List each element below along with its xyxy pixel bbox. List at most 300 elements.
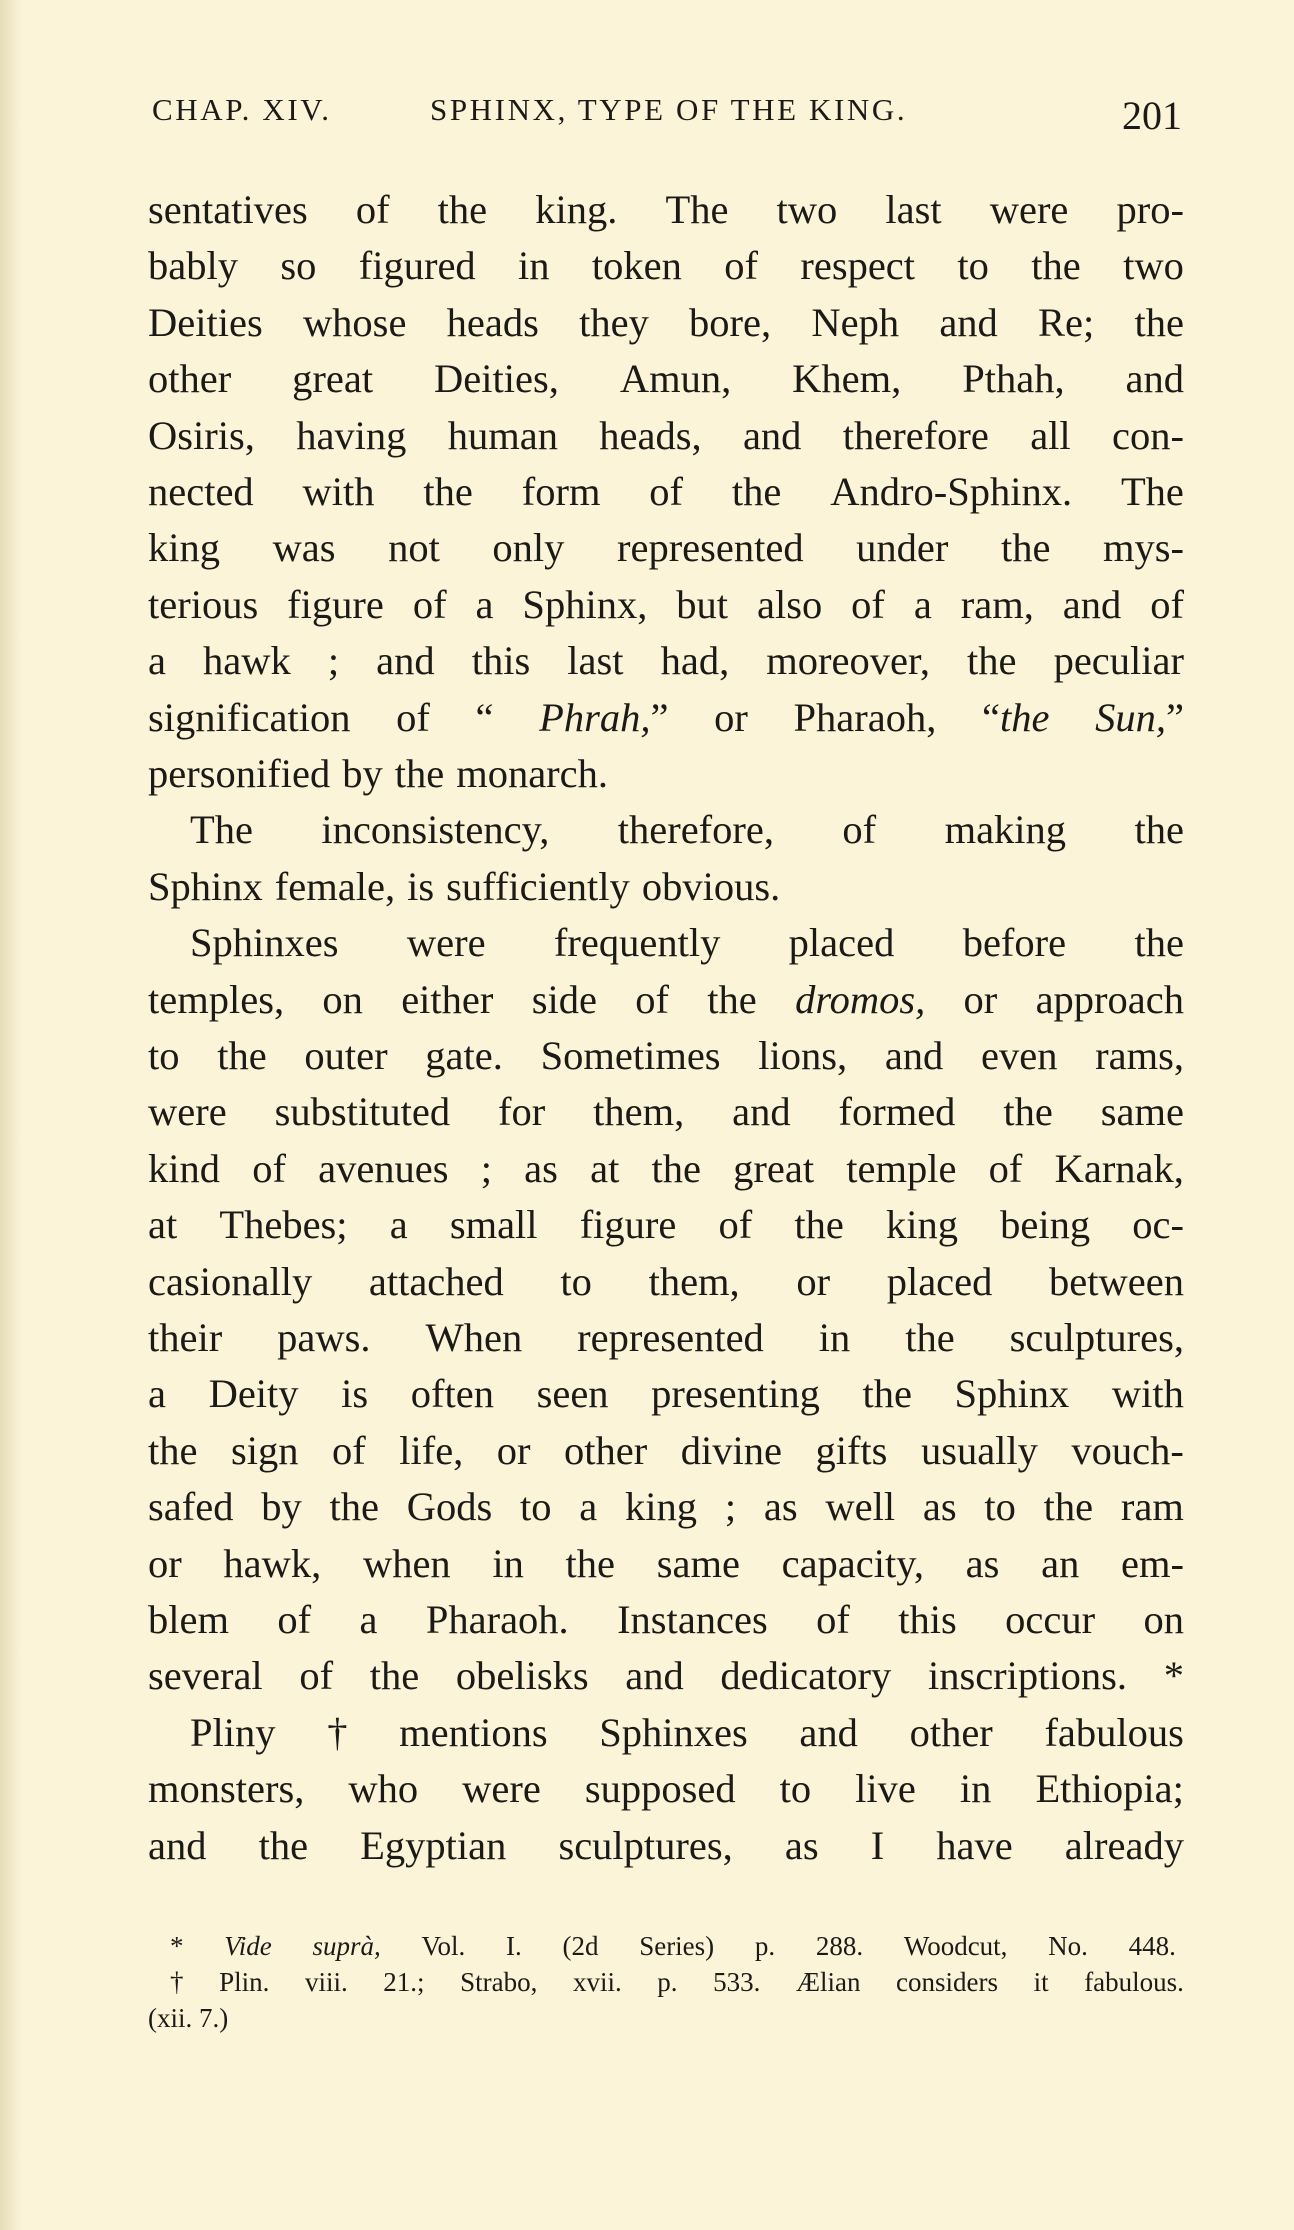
word: dedicatory [720,1653,892,1699]
word: Deities, [434,356,559,402]
word: fabulous [1044,1709,1184,1755]
word: last [567,638,624,684]
word: † [170,1967,184,1997]
word: approach [1035,976,1184,1022]
word: gifts [815,1427,888,1473]
word: vouch- [1071,1427,1184,1473]
word: Woodcut, [903,1931,1008,1961]
word: nected [148,469,254,514]
word: The [665,187,729,232]
word: Vol. [421,1931,466,1961]
word: kind [148,1145,221,1191]
word: monarch. [456,751,609,796]
word: to [560,1258,592,1304]
word: in [818,1315,851,1360]
word: formed [838,1089,956,1135]
text-line [148,464,1184,520]
word: Sphinx [954,1371,1070,1417]
word: the [148,1427,198,1473]
word: either [401,976,494,1022]
word: avenues [318,1145,449,1191]
word: bore, [689,299,772,345]
word: Series) [639,1931,715,1961]
word: The [1120,469,1184,514]
word: king. [535,187,618,232]
word: supposed [584,1766,736,1812]
word: as [763,1484,798,1530]
word: small [449,1202,538,1248]
word: they [579,299,649,345]
word: fabulous. [1084,1967,1184,1997]
word: the [1043,1484,1094,1530]
word: capacity, [781,1540,924,1586]
running-header [152,92,1182,152]
word: Strabo, [460,1967,538,1997]
word: (2d [562,1931,599,1961]
word: obvious. [641,863,781,909]
word: Plin. [219,1967,270,1997]
word: was [272,525,336,571]
word: sculptures, [1009,1315,1184,1360]
word: ; [480,1145,492,1191]
word: Ælian [795,1967,861,1997]
word: or [148,1540,182,1586]
word: of [718,1202,753,1248]
word: female, [274,863,396,909]
word: of [851,581,885,627]
word: heads, [599,412,702,458]
word: Re; [1038,299,1095,345]
word: of [816,1597,850,1642]
word: all [1030,412,1071,458]
text-line [148,1310,1184,1366]
word: xvii. [572,1967,622,1997]
word: of [355,187,390,232]
word: live [855,1766,916,1812]
word: by [342,751,383,796]
text-line [148,1479,1184,1535]
word: to [957,243,989,289]
word: in [518,243,550,289]
word: * [1163,1653,1184,1699]
word: “ [475,694,494,740]
text-line [148,182,1184,238]
word: the [329,1484,379,1530]
word: Pharaoh, [793,694,937,740]
text-line [148,520,1184,576]
word: side [531,976,597,1022]
word: seen [536,1371,609,1417]
word: of [412,581,447,627]
word: them, [648,1258,740,1304]
text-line [148,1818,1184,1874]
word: frequently [553,920,721,966]
word: a [579,1484,598,1530]
word: two [776,187,838,232]
page-number: 201 [1122,93,1182,138]
text-line [148,1141,1184,1197]
word: sculptures, [558,1822,733,1868]
word: Gods [406,1484,493,1530]
word: mys- [1102,525,1184,571]
word: 533. [713,1967,761,1997]
word: hawk, [223,1540,322,1586]
word: Sun,” [1095,694,1184,740]
word: figure [579,1202,677,1248]
word: peculiar [1053,638,1184,684]
word: p. [754,1931,776,1961]
word: so [280,243,317,289]
word: at [148,1202,178,1248]
text-line [148,1254,1184,1310]
word: figure [287,581,384,627]
word: the [905,1315,955,1360]
page-edge-shadow [0,0,22,2230]
word: and [625,1653,684,1699]
word: other [148,356,232,402]
word: when [362,1540,451,1586]
word: the [1000,525,1051,571]
word: I. [505,1931,522,1961]
word: Karnak, [1054,1145,1184,1191]
footnote-line [170,1928,1176,1964]
word: token [591,243,682,289]
word: oc- [1132,1202,1184,1248]
word: or [796,1258,831,1304]
word: as [784,1822,819,1868]
word: or [963,976,998,1022]
word: placed [788,920,895,966]
text-line [148,972,1184,1028]
text-line [190,802,1184,858]
word: monsters, [148,1766,305,1812]
word: p. [657,1967,678,1997]
word: to [779,1766,812,1812]
word: as [524,1145,558,1191]
word: gate. [425,1033,503,1078]
text-line [148,1197,1184,1253]
word: † [327,1709,348,1755]
word: a [389,1202,408,1248]
word: great [733,1145,815,1191]
word: were [148,1089,227,1135]
word: also [756,581,823,627]
word: con- [1112,412,1184,458]
word: obelisks [455,1653,589,1699]
word: great [292,356,374,402]
word: of [331,1427,366,1473]
word: with [302,469,375,514]
word: of [277,1597,312,1642]
text-line [148,351,1184,407]
word: a [148,638,166,684]
word: as [965,1540,1000,1586]
word: making [944,807,1067,853]
word: of [724,243,758,289]
word: The [190,807,253,853]
word: the [651,1145,701,1191]
word: their [148,1315,223,1360]
word: presenting [651,1371,820,1417]
word: dromos, [795,976,926,1022]
word: and [148,1822,207,1868]
word: is [407,863,435,909]
footnote-line: (xii. 7.) [148,2003,229,2033]
word: Instances [617,1597,768,1642]
word: with [1111,1371,1184,1417]
word: in [959,1766,992,1812]
text-line [148,238,1184,294]
word: inscriptions. [927,1653,1128,1699]
word: * [170,1931,184,1961]
word: substituted [274,1089,451,1135]
word: were [989,187,1069,232]
word: of [299,1653,334,1699]
word: but [676,581,729,627]
text-line [148,1028,1184,1084]
word: the [217,1033,267,1078]
word: the [707,976,757,1022]
word: attached [368,1258,504,1304]
word: 288. [815,1931,864,1961]
word: figured [358,243,476,289]
word: were [462,1766,541,1812]
word: only [492,525,565,571]
text-line [148,1761,1184,1817]
word: sentatives [148,187,308,232]
word: a [148,1371,166,1417]
word: personified [148,751,331,796]
word: form [521,469,601,514]
word: the [967,638,1017,684]
text-line [148,859,1184,915]
word: ram [1120,1484,1184,1530]
word: on [1143,1597,1184,1642]
word: Deities [148,299,263,345]
word: ram, [960,581,1034,627]
word: king [886,1202,959,1248]
word: to [520,1484,552,1530]
word: an [1041,1540,1080,1586]
word: represented [616,525,804,571]
word: Sphinxes [599,1709,748,1755]
word: the [437,187,488,232]
text-line [148,746,1184,802]
word: bably [148,243,238,289]
word: have [936,1822,1013,1868]
word: the [1134,807,1184,853]
word: Sphinxes [190,920,339,966]
word: and [1125,356,1184,402]
word: sign [230,1427,299,1473]
word: several [148,1653,263,1699]
word: to [148,1033,180,1078]
word: mentions [399,1709,548,1755]
word: the [1134,920,1184,966]
word: not [388,525,440,571]
word: king [148,525,221,571]
word: and [799,1709,858,1755]
word: therefore, [617,807,774,853]
word: and [732,1089,791,1135]
word: often [410,1371,494,1417]
word: Vide [224,1931,272,1961]
word: the [423,469,473,514]
word: of [649,469,684,514]
word: the [862,1371,912,1417]
word: well [825,1484,896,1530]
word: whose [302,299,407,345]
word: therefore [842,412,989,458]
word: Amun, [619,356,732,402]
text-line [148,577,1184,633]
word: Sphinx [148,863,263,909]
word: and [939,299,998,345]
word: Egyptian [360,1822,507,1868]
word: Sometimes [540,1033,721,1078]
word: No. [1048,1931,1088,1961]
word: having [296,412,407,458]
word: even [981,1033,1058,1078]
word: paws. [277,1315,371,1360]
word: at [590,1145,620,1191]
word: em- [1121,1540,1184,1586]
word: Andro-Sphinx. [830,469,1073,514]
word: the [258,1822,309,1868]
word: on [322,976,363,1022]
word: Khem, [792,356,902,402]
word: “the [982,694,1050,740]
word: and [884,1033,944,1078]
word: ; [724,1484,737,1530]
word: Pliny [190,1709,276,1755]
word: the [1003,1089,1053,1135]
text-line [148,1366,1184,1422]
word: Deity [208,1371,299,1417]
word: 21.; [383,1967,425,1997]
word: king [625,1484,698,1530]
word: were [406,920,486,966]
word: the [369,1653,420,1699]
word: this [898,1597,957,1642]
word: outer [304,1033,388,1078]
word: Ethiopia; [1035,1766,1184,1812]
word: the [1134,299,1184,345]
word: same [1100,1089,1184,1135]
word: the [1031,243,1081,289]
word: by [261,1484,302,1530]
word: heads [446,299,539,345]
word: sufficiently [446,863,630,909]
word: signification [148,694,351,740]
word: a [913,581,932,627]
word: other [564,1427,648,1473]
word: who [348,1766,419,1812]
word: Thebes; [219,1202,348,1248]
word: or [714,694,748,740]
word: terious [148,581,259,627]
word: Sphinx, [522,581,648,627]
word: them, [593,1089,685,1135]
word: before [962,920,1067,966]
word: this [471,638,531,684]
word: had, [660,638,730,684]
word: moreover, [766,638,930,684]
word: of [988,1145,1023,1191]
word: blem [148,1597,229,1642]
word: is [341,1371,369,1417]
word: placed [886,1258,993,1304]
word: a [475,581,494,627]
word: 448. [1128,1931,1176,1961]
text-line [148,690,1184,746]
word: Neph [811,299,900,345]
word: the [731,469,782,514]
word: or [496,1427,531,1473]
text-line [148,1592,1184,1648]
word: other [909,1709,993,1755]
footnote-line [170,1964,1184,2000]
word: temples, [148,976,285,1022]
word: the [565,1540,616,1586]
word: casionally [148,1258,313,1304]
word: as [922,1484,957,1530]
word: pro- [1116,187,1184,232]
word: same [656,1540,740,1586]
word: Osiris, [148,412,255,458]
text-line [148,1648,1184,1704]
word: the [394,751,445,796]
word: in [492,1540,524,1586]
word: of [635,976,669,1022]
word: safed [148,1484,234,1530]
word: it [1033,1967,1049,1997]
text-line [148,633,1184,689]
text-line [148,295,1184,351]
word: last [885,187,942,232]
word: hawk [203,638,291,684]
word: two [1123,243,1184,289]
word: usually [920,1427,1038,1473]
word: represented [577,1315,764,1360]
word: viii. [304,1967,348,1997]
text-line [148,1423,1184,1479]
word: for [497,1089,546,1135]
word: respect [800,243,916,289]
text-line [148,408,1184,464]
word: considers [896,1967,999,1997]
word: temple [846,1145,957,1191]
word: and [1062,581,1122,627]
chapter-label: CHAP. XIV. [152,92,332,127]
word: rams, [1095,1033,1184,1078]
word: and [742,412,802,458]
running-title: SPHINX, TYPE OF THE KING. [430,92,908,127]
word: Phrah,” [539,694,669,740]
word: Pthah, [962,356,1065,402]
word: I [870,1822,885,1868]
word: a [359,1597,378,1642]
word: occur [1005,1597,1096,1642]
text-line [190,1705,1184,1761]
word: being [1000,1202,1091,1248]
word: divine [680,1427,782,1473]
word: of [842,807,877,853]
word: inconsistency, [321,807,550,853]
word: the [794,1202,844,1248]
word: human [447,412,558,458]
text-line [148,1084,1184,1140]
